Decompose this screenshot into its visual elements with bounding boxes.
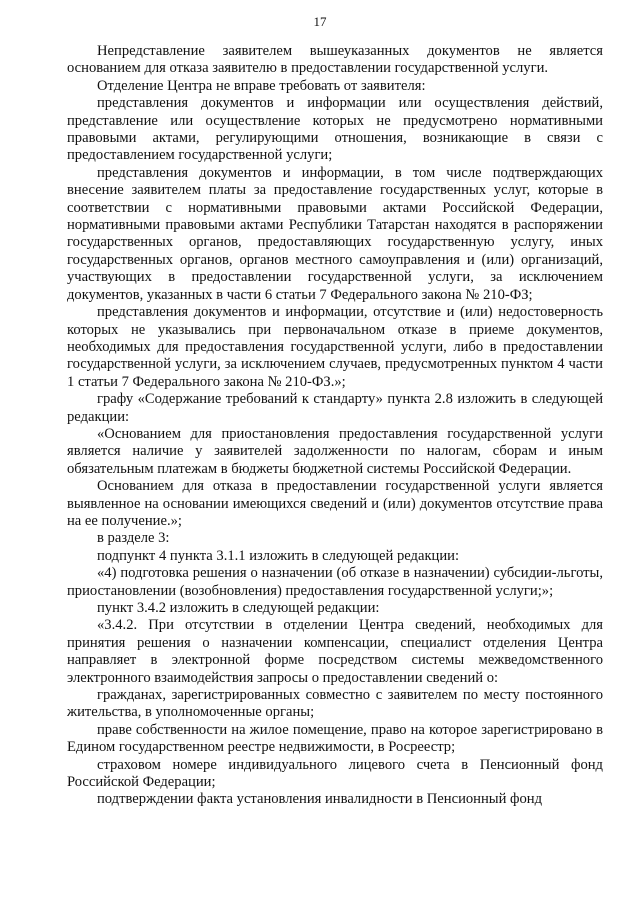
paragraph: подтверждении факта установления инвалидности в Пенсионный фонд	[97, 791, 543, 808]
paragraph: «3.4.2. При отсутствии в отделении Центра сведений, необходимых для принятия решения о назначении компенсации, специалист отделения Центра направляет в электронной форме посредством системы межведомственного электронного взаимодействия запросы о предоставлении сведений о:	[67, 617, 603, 686]
paragraph: представления документов и информации, отсутствие и (или) недостоверность которых не указывались при первоначальном отказе в приеме документов, необходимых для предоставления государственной услуги, либо в предоставлении государственной услуги, за исключением случаев, предусмотренных пунктом 4 части 1 статьи 7 Федерального закона № 210-ФЗ.»;	[67, 304, 603, 390]
paragraph: Основанием для отказа в предоставлении государственной услуги является выявленное на основании имеющихся сведений и (или) документов отсутствие права на ее получение.»;	[67, 478, 603, 529]
paragraph: подпункт 4 пункта 3.1.1 изложить в следующей редакции:	[97, 547, 460, 564]
paragraph: страховом номере индивидуального лицевого счета в Пенсионный фонд Российской Федерации;	[67, 756, 603, 791]
paragraph: «4) подготовка решения о назначении (об отказе в назначении) субсидии-льготы, приостановлении (возобновления) предоставления государственной услуги;»;	[67, 565, 603, 599]
document-body	[67, 43, 603, 809]
paragraph: представления документов и информации, в том числе подтверждающих внесение заявителем платы за предоставление государственных услуг, которые в соответствии с нормативными правовыми актами Российской Федерации, нормативными правовыми актами Республики Татарстан находятся в распоряжении государственных органов, предоставляющих государственную услугу, иных государственных органов, органов местного самоуправления и (или) организаций, участвующих в предоставлении государственной услуги, за исключением документов, указанных в части 6 статьи 7 Федерального закона № 210-ФЗ;	[67, 164, 603, 303]
paragraph: представления документов и информации или осуществления действий, представление или осуществление которых не предусмотрено нормативными правовыми актами, регулирующими отношения, возникающие в связи с предоставлением государственной услуги;	[67, 95, 603, 164]
paragraph: гражданах, зарегистрированных совместно с заявителем по месту постоянного жительства, в уполномоченные органы;	[67, 687, 603, 721]
paragraph: «Основанием для приостановления предоставления государственной услуги является наличие у заявителей задолженности по налогам, сборам и иным обязательным платежам в бюджеты бюджетной системы Российской Федерации.	[67, 425, 603, 477]
paragraph: Непредставление заявителем вышеуказанных документов не является основанием для отказа заявителю в предоставлении государственной услуги.	[67, 43, 603, 77]
paragraph: пункт 3.4.2 изложить в следующей редакции:	[97, 600, 380, 616]
paragraph: Отделение Центра не вправе требовать от заявителя:	[97, 77, 426, 94]
paragraph: в разделе 3:	[97, 530, 170, 547]
paragraph: праве собственности на жилое помещение, право на которое зарегистрировано в Едином государственном реестре недвижимости, в Росреестр;	[67, 721, 603, 756]
page-number: 17	[313, 14, 327, 29]
paragraph: графу «Содержание требований к стандарту» пункта 2.8 изложить в следующей редакции:	[67, 391, 603, 425]
